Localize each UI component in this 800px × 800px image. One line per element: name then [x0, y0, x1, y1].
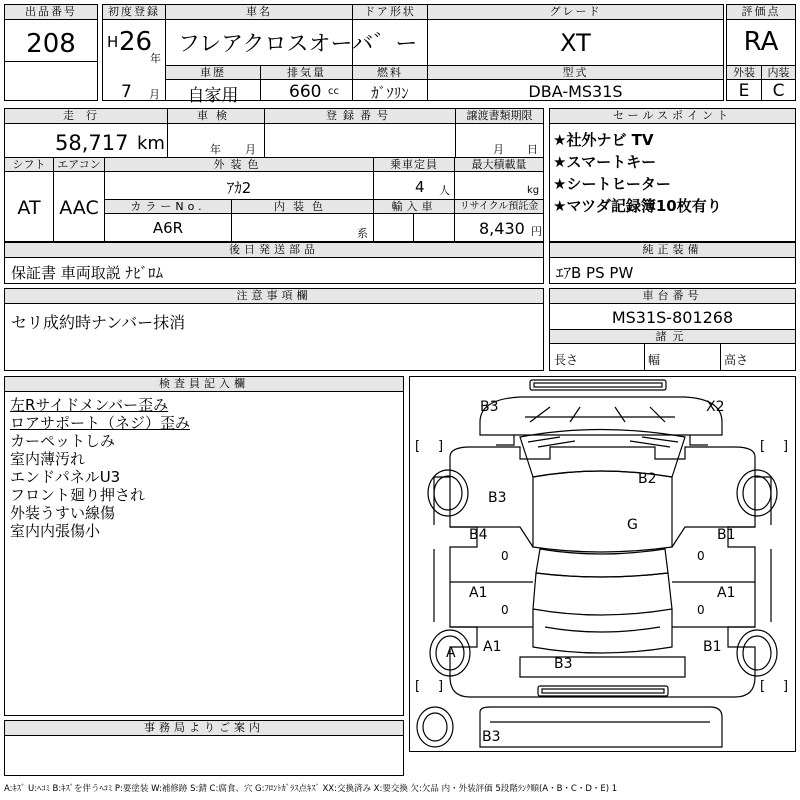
plate-label: 登録番号 [265, 109, 455, 124]
zero-mark: 0 [501, 549, 509, 563]
damage-mark: B1 [703, 639, 722, 655]
inspector-list [10, 396, 190, 540]
int-color-label: 内装色 [232, 200, 373, 214]
list-item: ★社外ナビ TV [553, 131, 654, 149]
list-item: 室内内張傷小 [10, 522, 101, 540]
bracket: [ [415, 439, 421, 454]
damage-mark: B3 [482, 729, 501, 745]
car-outline [410, 377, 795, 751]
fuel-label: 燃料 [353, 66, 427, 80]
damage-mark: A [446, 645, 456, 661]
ext-label: 外装 [727, 66, 761, 80]
list-item: ★マツダ記録簿10枚有り [553, 197, 722, 215]
inspect-month: 月 [245, 143, 256, 156]
ac-label: エアコン [54, 158, 104, 172]
list-item: カーペットしみ [10, 432, 116, 450]
fuel-value: ｶﾞｿﾘﾝ [371, 84, 409, 102]
load-unit: kg [527, 185, 540, 196]
damage-mark: B3 [488, 490, 507, 506]
mileage-unit: km [137, 133, 165, 154]
color-label: 外装色 [105, 158, 373, 172]
list-item: 室内薄汚れ [10, 450, 86, 468]
list-item: ★シートヒーター [553, 175, 671, 193]
transfer-day: 日 [527, 143, 538, 156]
damage-mark: A1 [483, 639, 502, 655]
damage-mark: B3 [554, 656, 573, 672]
score-box [726, 4, 796, 101]
equipment-value: ｴｱB PS PW [556, 264, 634, 282]
damage-mark: B3 [480, 399, 499, 415]
ext-value: E [738, 81, 750, 101]
later-parts-value: 保証書 車両取説 ﾅﾋﾞﾛﾑ [11, 264, 164, 282]
car-label: 車名 [166, 5, 352, 20]
color-no-label: カラーNo. [105, 200, 231, 214]
spec-box [4, 108, 544, 242]
list-item: ロアサポート（ネジ）歪み [10, 414, 191, 432]
import-label: 輸入車 [374, 200, 454, 214]
inspector-box [4, 376, 404, 716]
dims-label: 諸元 [550, 329, 795, 344]
car-name: フレアクロスオーバ゛ー [178, 32, 418, 57]
reg-label: 初度登録 [103, 5, 165, 20]
equipment-box [549, 242, 796, 284]
grade-value: XT [560, 29, 591, 57]
selling-points-box [549, 108, 796, 242]
damage-mark: A1 [469, 585, 488, 601]
list-item: ★スマートキー [553, 153, 657, 171]
capacity-value: 4 [415, 178, 425, 196]
bracket: ] [783, 439, 789, 454]
shift-value: AT [17, 197, 41, 219]
list-item: 外装うすい線傷 [10, 504, 116, 522]
disp-value: 660 [289, 82, 322, 102]
lot-label: 出品番号 [5, 5, 97, 20]
equipment-label: 純正装備 [550, 243, 795, 258]
model-value: DBA-MS31S [528, 82, 623, 101]
shift-label: シフト [5, 158, 53, 172]
recycle-value: 8,430 [479, 219, 525, 238]
chassis-value: MS31S-801268 [611, 308, 734, 327]
dims-length: 長さ [554, 353, 579, 367]
inspector-label: 検査員記入欄 [5, 377, 403, 392]
selling-points-list [553, 129, 722, 217]
dims-width: 幅 [648, 353, 661, 367]
lot-box [4, 4, 98, 101]
reg-month-unit: 月 [149, 88, 160, 101]
damage-mark: X2 [706, 399, 725, 415]
list-item: エンドパネルU3 [10, 468, 121, 486]
damage-diagram [409, 376, 796, 752]
bracket: ] [438, 439, 444, 454]
dims-height: 高さ [724, 353, 749, 367]
legend-text: A:ｷｽﾞ U:ﾍｺﾐ B:ｷｽﾞを伴うﾍｺﾐ P:要塗装 W:補修跡 S:錆 C:腐食、穴 G:ﾌﾛﾝﾄｶﾞﾗｽ点ｷｽﾞ XX:交換済み X:要交換 欠:欠品 内・外装評価 5段階ﾗﾝｸ順(A・B・C・D・E) 1 [4, 784, 618, 794]
inspect-label: 車検 [168, 109, 264, 124]
color-value: ｱｶ2 [226, 179, 252, 197]
notes-box [4, 288, 544, 371]
list-item: フロント廻り押され [10, 486, 146, 504]
reg-year-unit: 年 [150, 52, 161, 65]
bracket: ] [438, 679, 444, 694]
zero-mark: 0 [697, 549, 705, 563]
lot-number: 208 [26, 29, 76, 59]
later-parts-label: 後日発送部品 [5, 243, 543, 258]
damage-mark: B2 [638, 471, 657, 487]
door-label: ドア形状 [353, 5, 427, 20]
zero-mark: 0 [697, 603, 705, 617]
recycle-unit: 円 [531, 225, 542, 238]
reg-year: 26 [119, 27, 153, 57]
office-box [4, 720, 404, 776]
chassis-label: 車台番号 [550, 289, 795, 304]
reg-month: 7 [121, 82, 132, 102]
color-no-value: A6R [152, 219, 184, 237]
notes-label: 注意事項欄 [5, 289, 543, 304]
mileage-label: 走行 [5, 109, 167, 124]
bracket: [ [415, 679, 421, 694]
disp-unit: cc [328, 86, 339, 97]
bracket: [ [760, 439, 766, 454]
inspect-year: 年 [210, 143, 221, 156]
grade-label: グレード [428, 5, 723, 20]
bracket: ] [783, 679, 789, 694]
bracket: [ [760, 679, 766, 694]
capacity-unit: 人 [439, 184, 450, 197]
main-info-box [102, 4, 724, 106]
recycle-label: リサイクル預託金 [455, 200, 543, 214]
later-parts-box [4, 242, 544, 284]
capacity-label: 乗車定員 [374, 158, 454, 172]
damage-mark: G [627, 517, 638, 533]
list-item: 左Rサイドメンバー歪み [10, 396, 169, 414]
ac-value: AAC [59, 197, 99, 219]
damage-mark: B4 [469, 527, 488, 543]
reg-era: H [107, 33, 119, 51]
transfer-label: 譲渡書類期限 [456, 109, 543, 124]
model-label: 型式 [428, 66, 723, 80]
selling-points-label: セールスポイント [550, 109, 795, 124]
score-label: 評価点 [727, 5, 795, 20]
chassis-box [549, 288, 796, 371]
score-value: RA [743, 27, 779, 57]
notes-value: セリ成約時ナンバー抹消 [11, 313, 186, 332]
zero-mark: 0 [501, 603, 509, 617]
office-label: 事務局よりご案内 [5, 721, 403, 736]
transfer-month: 月 [493, 143, 504, 156]
load-label: 最大積載量 [455, 158, 543, 172]
disp-label: 排気量 [261, 66, 352, 80]
int-label: 内装 [762, 66, 795, 80]
history-label: 車歴 [166, 66, 260, 80]
damage-mark: A1 [717, 585, 736, 601]
history-value: 自家用 [187, 86, 239, 106]
int-value: C [772, 81, 785, 101]
mileage-value: 58,717 [55, 131, 129, 155]
int-color-unit: 系 [357, 227, 368, 240]
damage-mark: B1 [717, 527, 736, 543]
